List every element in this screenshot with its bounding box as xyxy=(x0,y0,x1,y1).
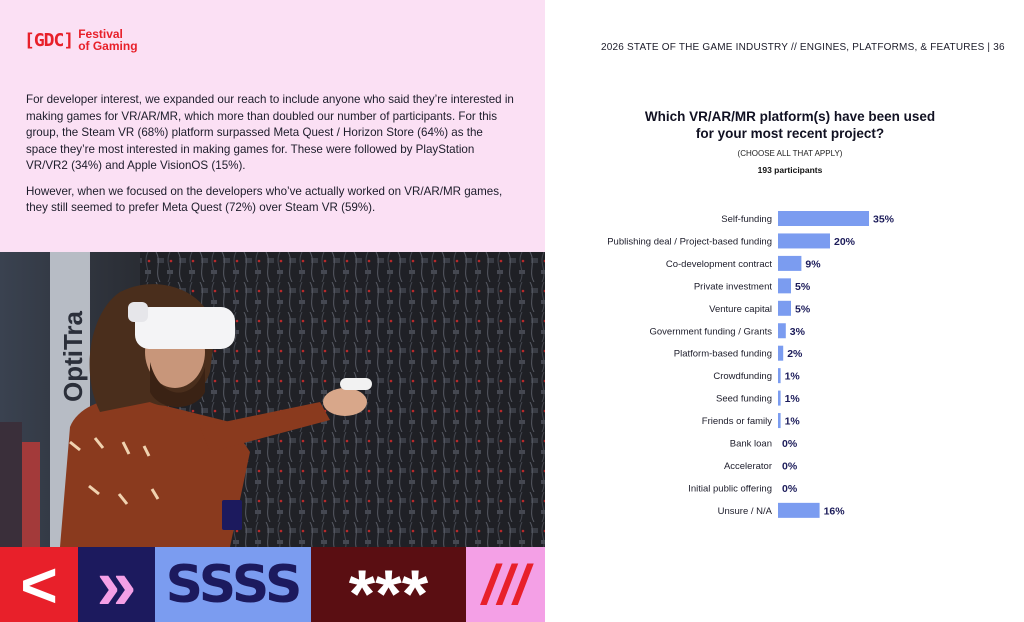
chart-title-line-2: for your most recent project? xyxy=(695,126,885,141)
tile-glyph: SSSS xyxy=(165,554,301,615)
intro-paragraph-1: For developer interest, we expanded our reach to include anyone who said they’re interested in making games for VR/AR/MR, which more than doubled our number of participants. For this group, the Steam VR (68%) platform surpassed Meta Quest / Horizon Store (64%) as the space they’re most interested in making games for. These were followed by PlayStation VR/VR2 (34%) and Apple VisionOS (15%). xyxy=(26,93,514,172)
category-label: Private investment xyxy=(693,281,772,293)
bar xyxy=(778,256,801,271)
logo-badge: [GDC] xyxy=(24,29,74,51)
bar xyxy=(778,278,791,293)
chart-title-line-1: Which VR/AR/MR platform(s) have been used xyxy=(644,109,936,124)
value-label: 3% xyxy=(789,325,805,338)
gdc-logo xyxy=(24,28,138,52)
category-label: Seed funding xyxy=(716,393,772,405)
chart-participants: 193 participants xyxy=(757,165,823,175)
bar xyxy=(778,346,783,361)
bar xyxy=(778,233,830,248)
bar xyxy=(778,413,781,428)
bar xyxy=(778,301,791,316)
logo-line-2: of Gaming xyxy=(78,39,138,53)
bar xyxy=(778,323,786,338)
bar xyxy=(778,503,820,518)
bar xyxy=(778,391,781,406)
right-page xyxy=(545,0,1024,622)
photo-sign-text: OptiTra xyxy=(58,310,88,402)
value-label: 5% xyxy=(795,280,811,293)
value-label: 9% xyxy=(805,258,821,271)
category-label: Venture capital xyxy=(709,303,772,315)
value-label: 16% xyxy=(823,505,845,518)
category-label: Co-development contract xyxy=(665,258,772,270)
bar-chart xyxy=(545,205,1024,525)
tile-slashes xyxy=(466,547,545,622)
value-label: 1% xyxy=(784,393,800,406)
chart-subtitle: (CHOOSE ALL THAT APPLY) xyxy=(737,149,843,158)
value-label: 0% xyxy=(782,482,798,495)
category-label: Crowdfunding xyxy=(713,371,772,383)
bar xyxy=(778,211,869,226)
decorative-tile-strip xyxy=(0,547,545,622)
running-head: 2026 STATE OF THE GAME INDUSTRY // ENGINES, PLATFORMS, & FEATURES | 36 xyxy=(601,42,1005,53)
tile-glyph: < xyxy=(20,548,58,621)
photo-illustration xyxy=(0,252,545,547)
value-label: 1% xyxy=(784,370,800,383)
tile-glyph: » xyxy=(96,547,137,622)
value-label: 20% xyxy=(834,235,856,248)
value-label: 5% xyxy=(795,303,811,316)
category-label: Platform-based funding xyxy=(673,348,772,360)
value-label: 35% xyxy=(873,213,895,226)
tile-asterisks xyxy=(311,547,466,622)
chart-title xyxy=(605,108,975,142)
intro-text xyxy=(26,92,516,226)
category-label: Unsure / N/A xyxy=(717,505,772,517)
logo-line-1: Festival xyxy=(78,27,123,41)
vr-developer-photo xyxy=(0,252,545,547)
logo-wordmark xyxy=(78,28,137,52)
tile-glyph: *** xyxy=(348,555,429,622)
value-label: 0% xyxy=(782,438,798,450)
category-label: Government funding / Grants xyxy=(649,326,772,338)
tile-chevron-left xyxy=(0,547,78,622)
value-label: 0% xyxy=(782,460,798,473)
tile-double-chevron xyxy=(78,547,155,622)
tile-s-pattern xyxy=(155,547,311,622)
bar xyxy=(778,368,781,383)
value-label: 2% xyxy=(787,348,803,361)
category-label: Accelerator xyxy=(723,460,772,472)
category-label: Initial public offering xyxy=(688,483,772,495)
category-label: Bank loan xyxy=(729,438,772,450)
intro-paragraph-2: However, when we focused on the developers who’ve actually worked on VR/AR/MR games, they still seemed to prefer Meta Quest (72%) over Steam VR (59%). xyxy=(26,184,503,214)
category-label: Friends or family xyxy=(701,416,772,428)
tile-glyph: /// xyxy=(482,553,529,616)
category-label: Self-funding xyxy=(721,214,772,225)
intro-panel xyxy=(0,0,545,252)
value-label: 1% xyxy=(784,415,800,428)
category-label: Publishing deal / Project-based funding xyxy=(607,236,772,248)
